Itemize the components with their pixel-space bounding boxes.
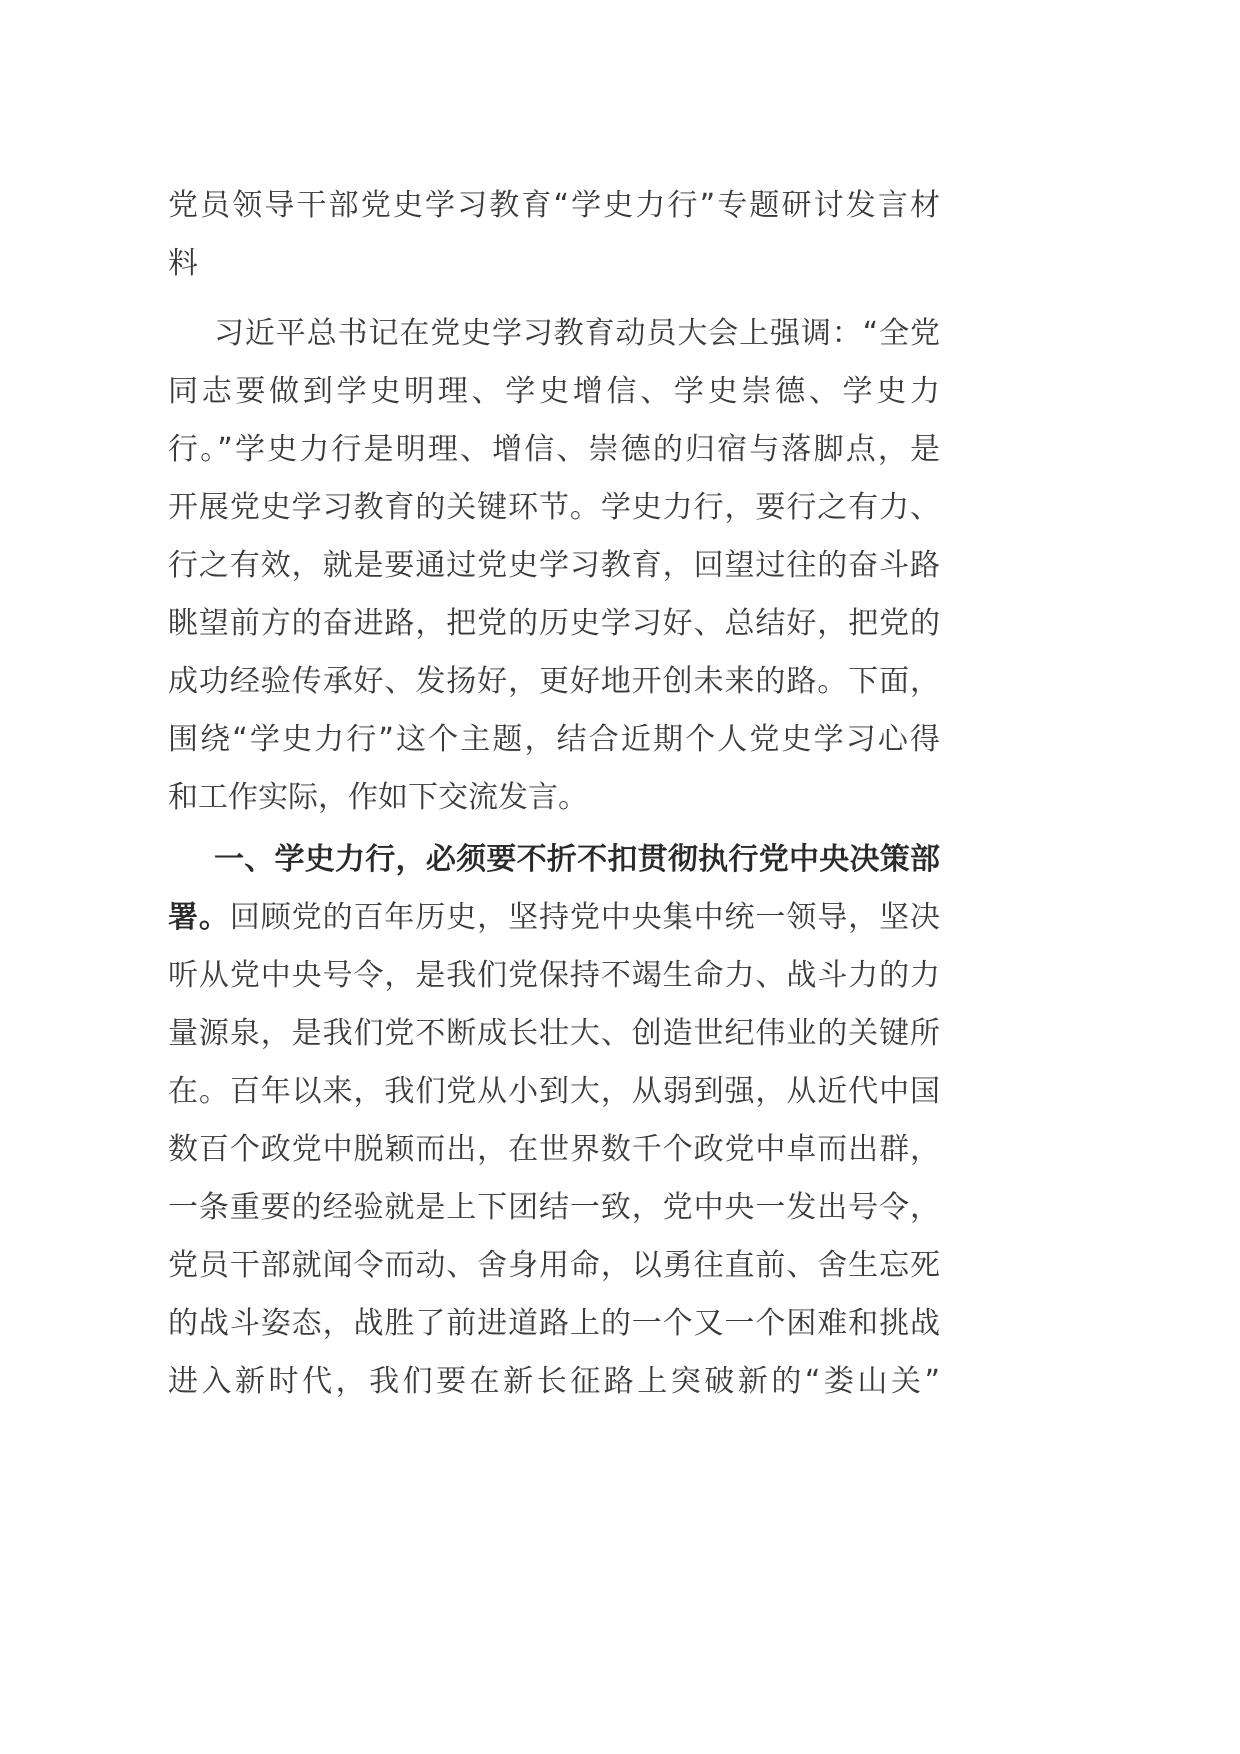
document-title-line-1: 党员领导干部党史学习教育“学史力行”专题研讨发言材 [168,188,940,223]
section-1-line-2-text: 回顾党的百年历史，坚持党中央集中统一领导，坚决 [229,900,941,935]
section-1-line-9: 的战斗姿态，战胜了前进道路上的一个又一个困难和挑战 [168,1306,940,1341]
section-1-line-10: 进入新时代，我们要在新长征路上突破新的“娄山关” [168,1364,940,1399]
intro-line-8: 围绕“学史力行”这个主题，结合近期个人党史学习心得 [168,722,940,757]
section-1-heading: 一、学史力行，必须要不折不扣贯彻执行党中央决策部 [214,842,940,877]
intro-line-9: 和工作实际，作如下交流发言。 [168,780,588,815]
section-1-line-7: 一条重要的经验就是上下团结一致，党中央一发出号令， [168,1190,940,1225]
intro-line-4: 开展党史学习教育的关键环节。学史力行，要行之有力、 [168,490,940,525]
section-1-line-4: 量源泉，是我们党不断成长壮大、创造世纪伟业的关键所 [168,1016,940,1051]
section-1-line-5: 在。百年以来，我们党从小到大，从弱到强，从近代中国 [168,1074,940,1109]
intro-line-5: 行之有效，就是要通过党史学习教育，回望过往的奋斗路 [168,548,940,583]
intro-line-2: 同志要做到学史明理、学史增信、学史崇德、学史力 [168,374,940,409]
intro-line-1: 习近平总书记在党史学习教育动员大会上强调：“全党 [214,316,940,351]
intro-line-7: 成功经验传承好、发扬好，更好地开创未来的路。下面， [168,664,940,699]
section-1-line-6: 数百个政党中脱颖而出，在世界数千个政党中卓而出群， [168,1132,940,1167]
section-1-line-8: 党员干部就闻令而动、舍身用命，以勇往直前、舍生忘死 [168,1248,940,1283]
intro-line-6: 眺望前方的奋进路，把党的历史学习好、总结好，把党的 [168,606,940,641]
section-1-line-2 [168,898,940,938]
intro-line-3: 行。”学史力行是明理、增信、崇德的归宿与落脚点，是 [168,432,940,467]
section-1-heading-end: 署。 [168,900,230,935]
section-1-line-3: 听从党中央号令，是我们党保持不竭生命力、战斗力的力 [168,958,940,993]
document-title-line-2: 料 [168,246,198,281]
